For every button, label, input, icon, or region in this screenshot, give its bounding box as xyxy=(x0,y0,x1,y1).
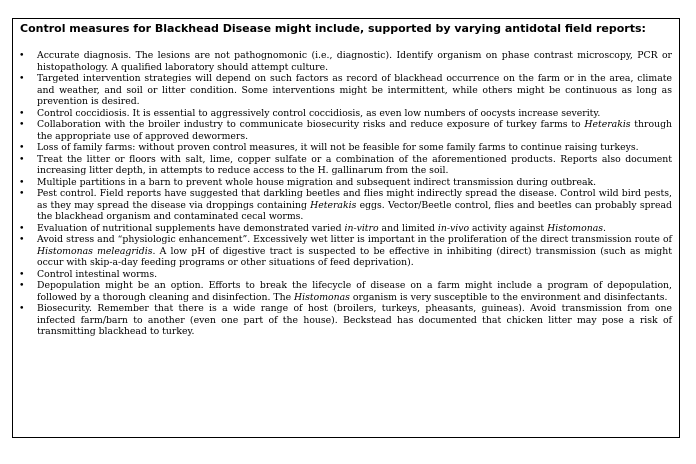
bullet-icon: • xyxy=(19,73,25,84)
box-title: Control measures for Blackhead Disease might include, supported by varying antidotal field reports: xyxy=(20,22,646,35)
item-text: eggs. Vector/Beetle control, flies and beetles can probably spread the blackhead organism and contaminated cecal worms. xyxy=(37,199,672,222)
list-item xyxy=(20,119,672,142)
list-item xyxy=(20,234,672,269)
bullet-icon: • xyxy=(19,268,25,280)
item-text: Accurate diagnosis. The lesions are not pathognomonic (i.e., diagnostic). Identify organism on phase contrast microscopy, PCR or histopathology. A qualified laboratory should attempt culture. xyxy=(37,50,672,73)
item-text: Pest control. Field reports have suggested that darkling beetles and flies might indirectly spread the disease. Control wild bird pests, as they may spread the disease via droppings containing xyxy=(37,188,672,211)
bullet-icon: • xyxy=(19,142,25,153)
item-text: Avoid stress and “physiologic enhancement”. Excessively wet litter is important in the proliferation of the direct transmission route of xyxy=(37,234,672,245)
item-text: Multiple partitions in a barn to prevent whole house migration and subsequent indirect transmission during outbreak. xyxy=(37,176,597,188)
item-text: Evaluation of nutritional supplements have demonstrated varied xyxy=(37,222,345,234)
italic-term: Histomonas xyxy=(294,291,350,303)
item-text: Control coccidiosis. It is essential to aggressively control coccidiosis, as even low numbers of oocysts increase severity. xyxy=(37,107,601,119)
item-text: Biosecurity. Remember that there is a wide range of host (broilers, turkeys, pheasants, guineas). Avoid transmission from one infected farm/barn to another (even one part of the house). Beckstead has documented that chicken litter may pose a risk of transmitting blackhead to turkey. xyxy=(37,303,672,337)
item-text: organism is very susceptible to the environment and disinfectants. xyxy=(349,291,668,303)
bullet-icon: • xyxy=(19,234,25,245)
italic-term: Histomonas xyxy=(547,222,604,234)
item-text: Treat the litter or floors with salt, lime, copper sulfate or a combination of the aforementioned products. Reports also document increasing litter depth, in attempts to reduce access to the H. gallinarum from the soil. xyxy=(37,153,672,176)
bullet-icon: • xyxy=(19,222,25,234)
item-text: Targeted intervention strategies will depend on such factors as record of blackhead occurrence on the farm or in the area, climate and weather, and soil or litter condition. Some interventions might be intermittent, while others might be continuous as long as prevention is desired. xyxy=(37,73,672,107)
bullet-icon: • xyxy=(19,303,25,314)
item-text: and limited xyxy=(378,222,438,234)
italic-term: Histomonas meleagridis xyxy=(37,245,153,257)
item-text: through the appropriate use of approved dewormers. xyxy=(37,119,673,142)
list-item xyxy=(20,269,672,281)
item-text: Collaboration with the broiler industry to communicate biosecurity risks and reduce exposure of turkey farms to xyxy=(37,119,585,130)
italic-term: Heterakis xyxy=(584,119,631,130)
bullet-icon: • xyxy=(19,153,25,165)
control-measures-box xyxy=(12,18,680,438)
bullet-icon: • xyxy=(19,176,25,188)
bullet-icon: • xyxy=(19,119,25,130)
bullet-icon: • xyxy=(19,280,25,291)
italic-term: in-vitro xyxy=(344,222,379,234)
bullet-icon: • xyxy=(19,188,25,199)
list-item xyxy=(20,303,672,338)
control-measures-list xyxy=(20,50,672,338)
item-text: . xyxy=(603,222,606,234)
italic-term: Heterakis xyxy=(310,199,357,211)
list-item xyxy=(20,188,672,223)
italic-term: in-vivo xyxy=(437,222,470,234)
list-item xyxy=(20,177,672,189)
item-text: Control intestinal worms. xyxy=(37,268,158,280)
bullet-icon: • xyxy=(19,50,25,61)
item-text: . A low pH of digestive tract is suspected to be effective in inhibiting (direct) transmission (such as might occur with skip-a-day feeding programs or other situations of feed deprivation). xyxy=(37,245,672,268)
item-text: Depopulation might be an option. Efforts to break the lifecycle of disease on a farm might include a program of depopulation, followed by a thorough cleaning and disinfection. The xyxy=(37,280,672,303)
list-item xyxy=(20,73,672,108)
list-item xyxy=(20,108,672,120)
list-item xyxy=(20,223,672,235)
list-item xyxy=(20,280,672,303)
list-item xyxy=(20,142,672,154)
item-text: activity against xyxy=(469,222,548,234)
bullet-icon: • xyxy=(19,107,25,119)
list-item xyxy=(20,154,672,177)
list-item xyxy=(20,50,672,73)
item-text: Loss of family farms: without proven control measures, it will not be feasible for some family farms to continue raising turkeys. xyxy=(37,142,639,153)
